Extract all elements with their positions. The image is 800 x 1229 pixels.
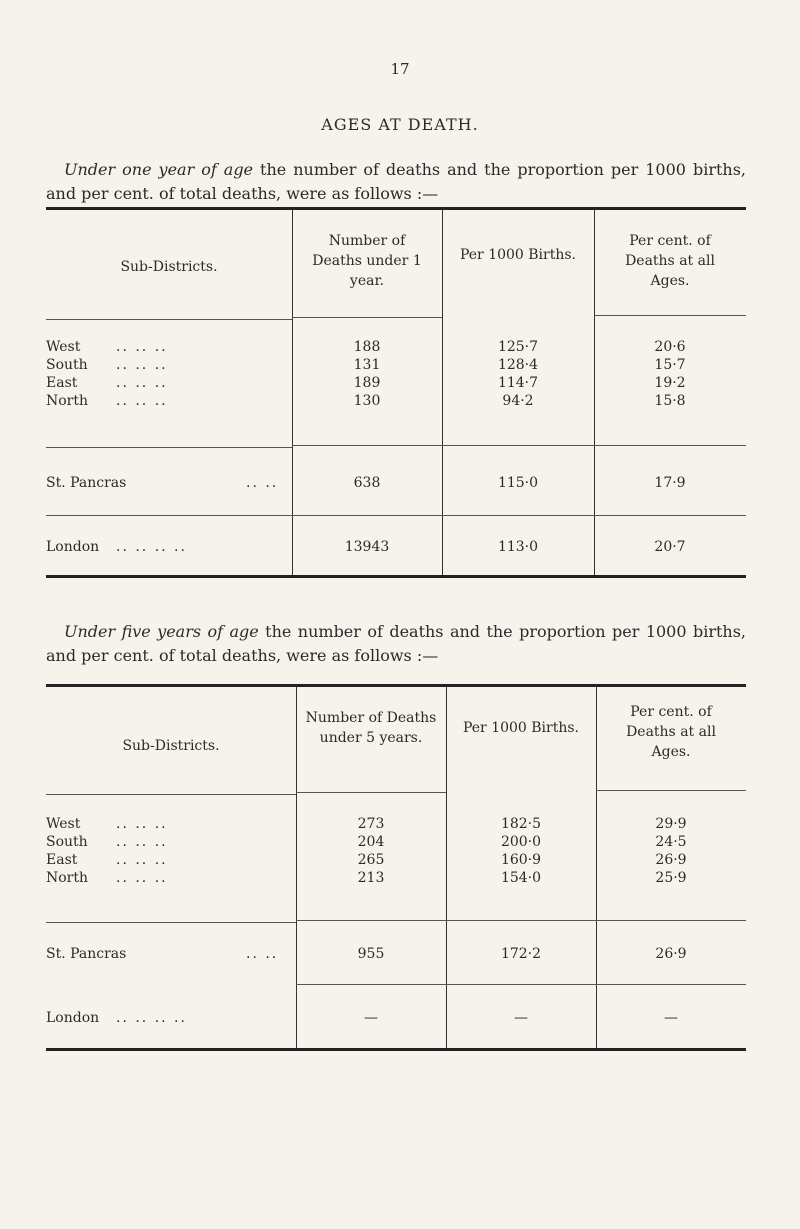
row-name-text: North [46, 393, 89, 409]
cell-percent: 20·7 [654, 539, 686, 555]
row-south-name: South .. .. .. [46, 834, 168, 850]
cell-deaths: 131 [353, 357, 381, 373]
intro-under-one-year [46, 158, 746, 206]
header-per-cent: Per cent. of Deaths at all Ages. [626, 704, 716, 760]
cell-per1000: 128·4 [497, 357, 539, 373]
intro-text: the number of deaths and the proportion per 1000 births, and per cent. of total deaths, were as follows :— [46, 160, 746, 203]
cell-deaths: 204 [357, 834, 385, 850]
header-sub-districts: Sub-Districts. [122, 738, 220, 754]
row-west-name: West .. .. .. [46, 339, 168, 355]
table-under-one-year [46, 207, 746, 582]
row-name-text: East [46, 852, 78, 868]
row-london-name: London .. .. .. .. [46, 1010, 187, 1026]
cell-percent: — [664, 1010, 678, 1026]
cell-percent: 29·9 [655, 816, 687, 832]
cell-deaths: 955 [357, 946, 385, 962]
row-north-name: North .. .. .. [46, 870, 168, 886]
row-name-text: South [46, 357, 88, 373]
row-name-text: North [46, 870, 89, 886]
cell-percent: 25·9 [655, 870, 687, 886]
page-number: 17 [390, 60, 410, 78]
intro-under-five-years [46, 620, 746, 668]
intro-text: the number of deaths and the proportion per 1000 births, and per cent. of total deaths, were as follows :— [46, 622, 746, 665]
cell-per1000: 115·0 [497, 475, 539, 491]
cell-deaths: 273 [357, 816, 385, 832]
row-name-text: St. Pancras [46, 475, 127, 491]
cell-per1000: 125·7 [497, 339, 539, 355]
row-name-text: London [46, 539, 100, 555]
header-sub-districts: Sub-Districts. [120, 259, 218, 275]
cell-per1000: 113·0 [497, 539, 539, 555]
cell-percent: 19·2 [654, 375, 686, 391]
row-west-name: West .. .. .. [46, 816, 168, 832]
cell-per1000: 114·7 [497, 375, 539, 391]
cell-deaths: 13943 [344, 539, 390, 555]
cell-per1000: 182·5 [500, 816, 542, 832]
cell-per1000: 154·0 [500, 870, 542, 886]
cell-deaths: 265 [357, 852, 385, 868]
cell-percent: 20·6 [654, 339, 686, 355]
cell-deaths: 213 [357, 870, 385, 886]
row-name-text: East [46, 375, 78, 391]
row-name-text: West [46, 339, 81, 355]
cell-percent: 17·9 [654, 475, 686, 491]
header-per-cent: Per cent. of Deaths at all Ages. [625, 233, 715, 289]
cell-percent: 24·5 [655, 834, 687, 850]
cell-percent: 26·9 [655, 852, 687, 868]
row-st-pancras-name: St. Pancras .. .. [46, 475, 279, 491]
header-per-1000-births: Per 1000 Births. [462, 720, 580, 736]
row-name-text: West [46, 816, 81, 832]
cell-deaths: — [364, 1010, 378, 1026]
table-under-five-years [46, 684, 746, 1059]
cell-deaths: 189 [353, 375, 381, 391]
cell-percent: 15·7 [654, 357, 686, 373]
cell-percent: 26·9 [655, 946, 687, 962]
cell-percent: 15·8 [654, 393, 686, 409]
row-name-text: St. Pancras [46, 946, 127, 962]
row-name-text: South [46, 834, 88, 850]
page-title: AGES AT DEATH. [321, 115, 479, 134]
cell-per1000: 94·2 [502, 393, 534, 409]
header-number-of-deaths: Number of Deaths under 5 years. [305, 710, 437, 746]
cell-deaths: 188 [353, 339, 381, 355]
cell-per1000: 172·2 [500, 946, 542, 962]
row-london-name: London .. .. .. .. [46, 539, 187, 555]
header-number-of-deaths: Number of Deaths under 1 year. [312, 233, 422, 289]
cell-deaths: 130 [353, 393, 381, 409]
row-name-text: London [46, 1010, 100, 1026]
header-per-1000-births: Per 1000 Births. [459, 247, 577, 263]
cell-per1000: 200·0 [500, 834, 542, 850]
row-north-name: North .. .. .. [46, 393, 168, 409]
cell-per1000: — [514, 1010, 528, 1026]
cell-per1000: 160·9 [500, 852, 542, 868]
row-east-name: East .. .. .. [46, 375, 168, 391]
intro-italic: Under one year of age [64, 160, 254, 179]
intro-italic: Under five years of age [64, 622, 259, 641]
row-east-name: East .. .. .. [46, 852, 168, 868]
cell-deaths: 638 [353, 475, 381, 491]
row-st-pancras-name: St. Pancras .. .. [46, 946, 279, 962]
row-south-name: South .. .. .. [46, 357, 168, 373]
